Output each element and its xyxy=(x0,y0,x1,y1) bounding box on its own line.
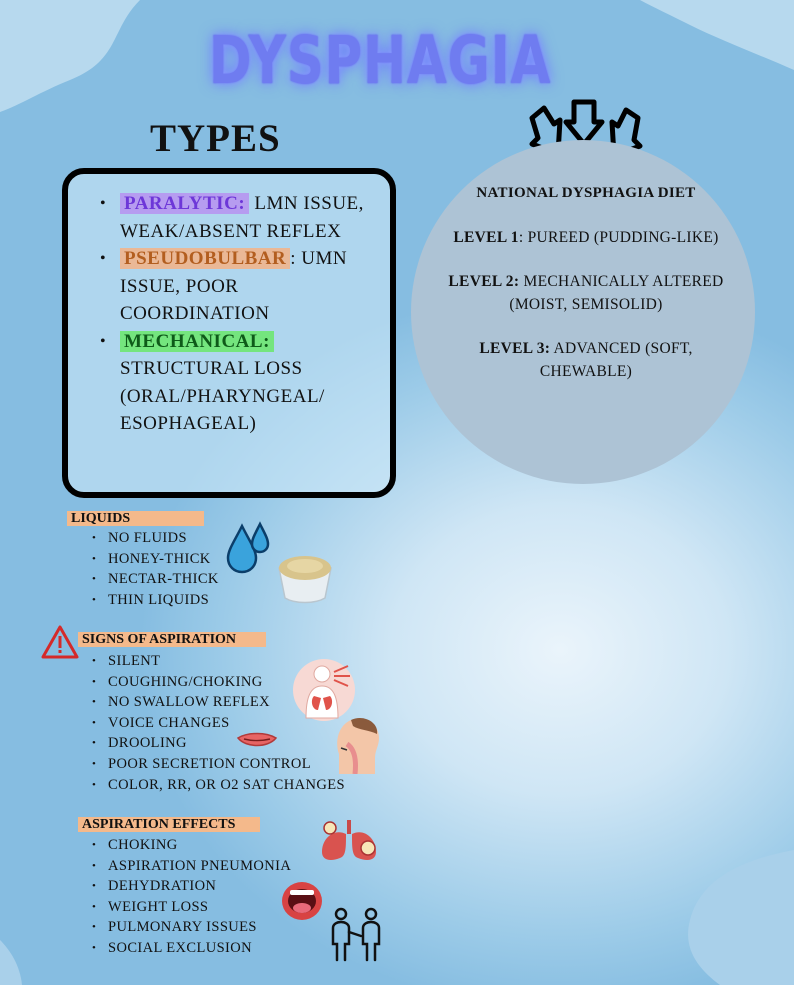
type-mechanical xyxy=(100,328,370,438)
diet-level-1: LEVEL 1: PUREED (PUDDING-LIKE) xyxy=(453,228,719,246)
page-title: DYSPHAGIA xyxy=(208,22,552,99)
list-item: • THIN LIQUIDS xyxy=(90,590,219,611)
pseudobulbar-label: PSEUDOBULBAR xyxy=(120,248,290,269)
diet-level-3: LEVEL 3: ADVANCED (SOFT, CHEWABLE) xyxy=(479,340,693,380)
list-item: • SILENT xyxy=(90,651,345,672)
effects-heading: ASPIRATION EFFECTS xyxy=(78,817,260,832)
types-list xyxy=(100,190,370,438)
drooling-mouth-icon xyxy=(236,730,278,756)
warning-triangle-icon xyxy=(40,624,80,660)
liquids-heading: LIQUIDS xyxy=(67,511,204,526)
water-drops-icon xyxy=(224,520,272,574)
type-paralytic xyxy=(100,190,370,245)
list-item: • NO SWALLOW REFLEX xyxy=(90,692,345,713)
diet-text xyxy=(441,182,731,405)
paralytic-text: LMN ISSUE, WEAK/ABSENT REFLEX xyxy=(120,193,364,242)
mechanical-text: STRUCTURAL LOSS (ORAL/PHARYNGEAL/ ESOPHAGEAL) xyxy=(120,358,325,434)
open-mouth-icon xyxy=(280,880,324,922)
list-item: • COUGHING/CHOKING xyxy=(90,672,345,693)
infected-lungs-icon xyxy=(318,818,380,864)
liquids-list xyxy=(90,528,219,610)
pudding-cup-icon xyxy=(275,548,335,604)
swallowing-head-icon xyxy=(333,714,381,774)
list-item: • NECTAR-THICK xyxy=(90,569,219,590)
mechanical-label: MECHANICAL: xyxy=(120,331,274,352)
social-exclusion-icon xyxy=(325,906,385,962)
types-heading: TYPES xyxy=(150,117,281,160)
pseudobulbar-text: : UMN ISSUE, POOR COORDINATION xyxy=(120,248,348,324)
paralytic-label: PARALYTIC: xyxy=(120,193,249,214)
list-item: • ASPIRATION PNEUMONIA xyxy=(90,856,291,877)
list-item: • VOICE CHANGES xyxy=(90,713,345,734)
list-item: • COLOR, RR, OR O2 SAT CHANGES xyxy=(90,775,345,796)
effects-list xyxy=(90,835,291,959)
list-item: • HONEY-THICK xyxy=(90,549,219,570)
list-item: • NO FLUIDS xyxy=(90,528,219,549)
list-item: • POOR SECRETION CONTROL xyxy=(90,754,345,775)
list-item: • WEIGHT LOSS xyxy=(90,897,291,918)
list-item: • DROOLING xyxy=(90,733,345,754)
list-item: • PULMONARY ISSUES xyxy=(90,917,291,938)
signs-heading: SIGNS OF ASPIRATION xyxy=(78,632,266,647)
diet-heading: NATIONAL DYSPHAGIA DIET xyxy=(476,185,696,201)
list-item: • CHOKING xyxy=(90,835,291,856)
diet-level-2: LEVEL 2: MECHANICALLY ALTERED (MOIST, SEMISOLID) xyxy=(448,273,724,313)
list-item: • SOCIAL EXCLUSION xyxy=(90,938,291,959)
type-pseudobulbar xyxy=(100,245,370,328)
list-item: • DEHYDRATION xyxy=(90,876,291,897)
coughing-person-icon xyxy=(292,658,356,722)
